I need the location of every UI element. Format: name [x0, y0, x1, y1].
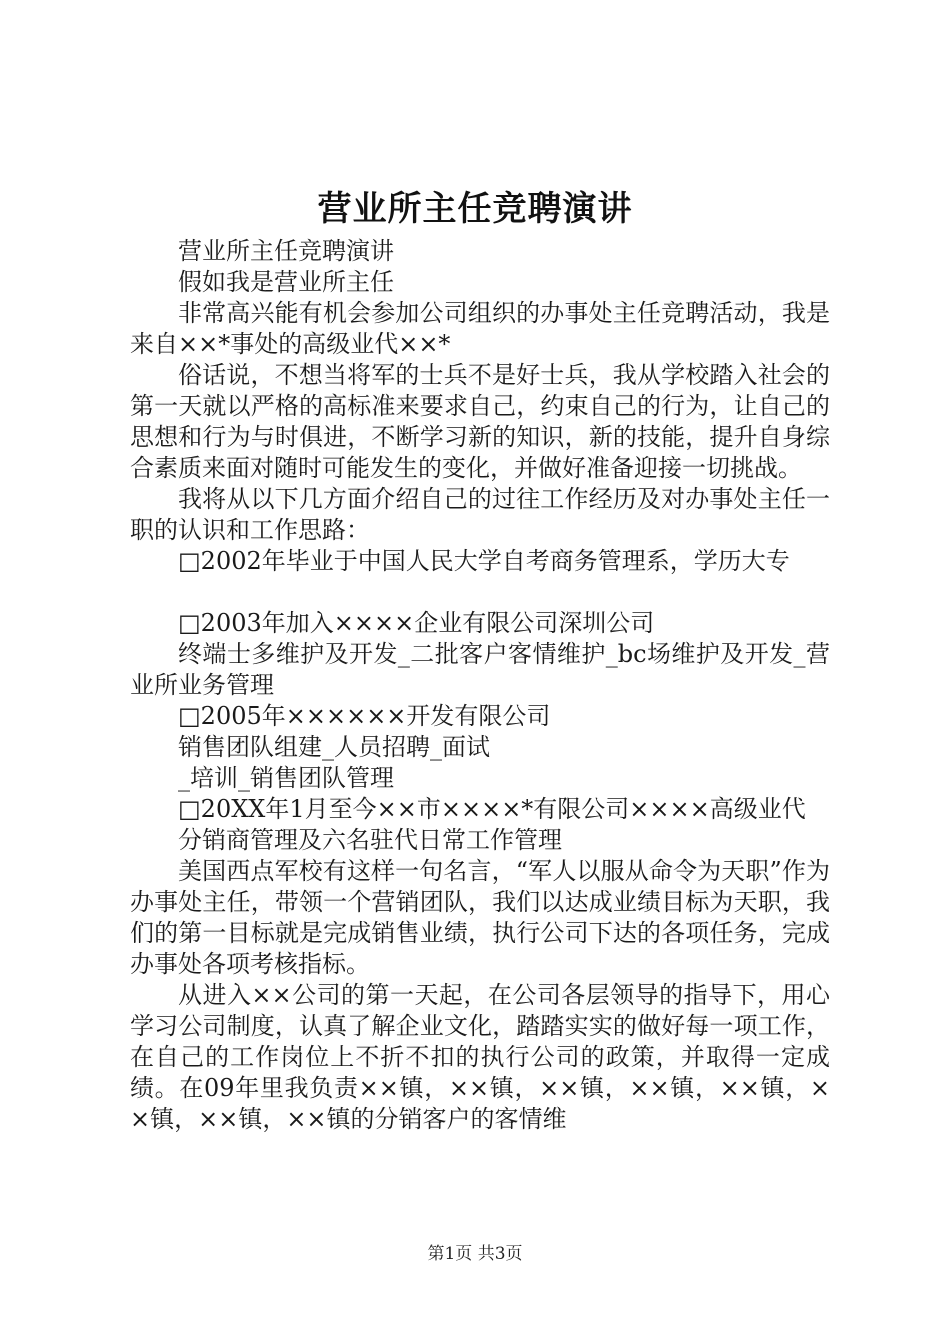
paragraph: 终端士多维护及开发_二批客户客情维护_bc场维护及开发_营业所业务管理 — [130, 640, 830, 699]
paragraph: 俗话说，不想当将军的士兵不是好士兵，我从学校踏入社会的第一天就以严格的高标准来要求自己，约束自己的行为，让自己的思想和行为与时俱进，不断学习新的知识，新的技能，提升自身综合素质来面对随时可能发生的变化，并做好准备迎接一切挑战。 — [130, 361, 830, 482]
blank-line — [130, 577, 830, 608]
document-body — [130, 236, 830, 1135]
paragraph: □2002年毕业于中国人民大学自考商务管理系，学历大专 — [178, 547, 790, 575]
paragraph: 非常高兴能有机会参加公司组织的办事处主任竞聘活动，我是来自××*事处的高级业代××* — [130, 299, 830, 358]
page-number-footer: 第1页 共3页 — [427, 1244, 523, 1264]
paragraph: 从进入××公司的第一天起，在公司各层领导的指导下，用心学习公司制度，认真了解企业文化，踏踏实实的做好每一项工作，在自己的工作岗位上不折不扣的执行公司的政策，并取得一定成绩。在09年里我负责××镇，××镇，××镇，××镇，××镇，××镇，××镇，××镇的分销客户的客情维 — [130, 981, 830, 1133]
paragraph: □20XX年1月至今××市××××*有限公司××××高级业代 — [178, 795, 806, 823]
paragraph: □2003年加入××××企业有限公司深圳公司 — [178, 609, 655, 637]
paragraph: 美国西点军校有这样一句名言，“军人以服从命令为天职”作为办事处主任，带领一个营销团队，我们以达成业绩目标为天职，我们的第一目标就是完成销售业绩，执行公司下达的各项任务，完成办事处各项考核指标。 — [130, 857, 830, 978]
paragraph: _培训_销售团队管理 — [178, 764, 394, 792]
paragraph: 我将从以下几方面介绍自己的过往工作经历及对办事处主任一职的认识和工作思路： — [130, 485, 830, 544]
paragraph: 营业所主任竞聘演讲 — [178, 237, 394, 265]
paragraph: 销售团队组建_人员招聘_面试 — [178, 733, 490, 761]
document-title: 营业所主任竞聘演讲 — [317, 189, 633, 229]
paragraph: 分销商管理及六名驻代日常工作管理 — [178, 826, 562, 854]
paragraph: 假如我是营业所主任 — [178, 268, 394, 296]
paragraph: □2005年××××××开发有限公司 — [178, 702, 551, 730]
